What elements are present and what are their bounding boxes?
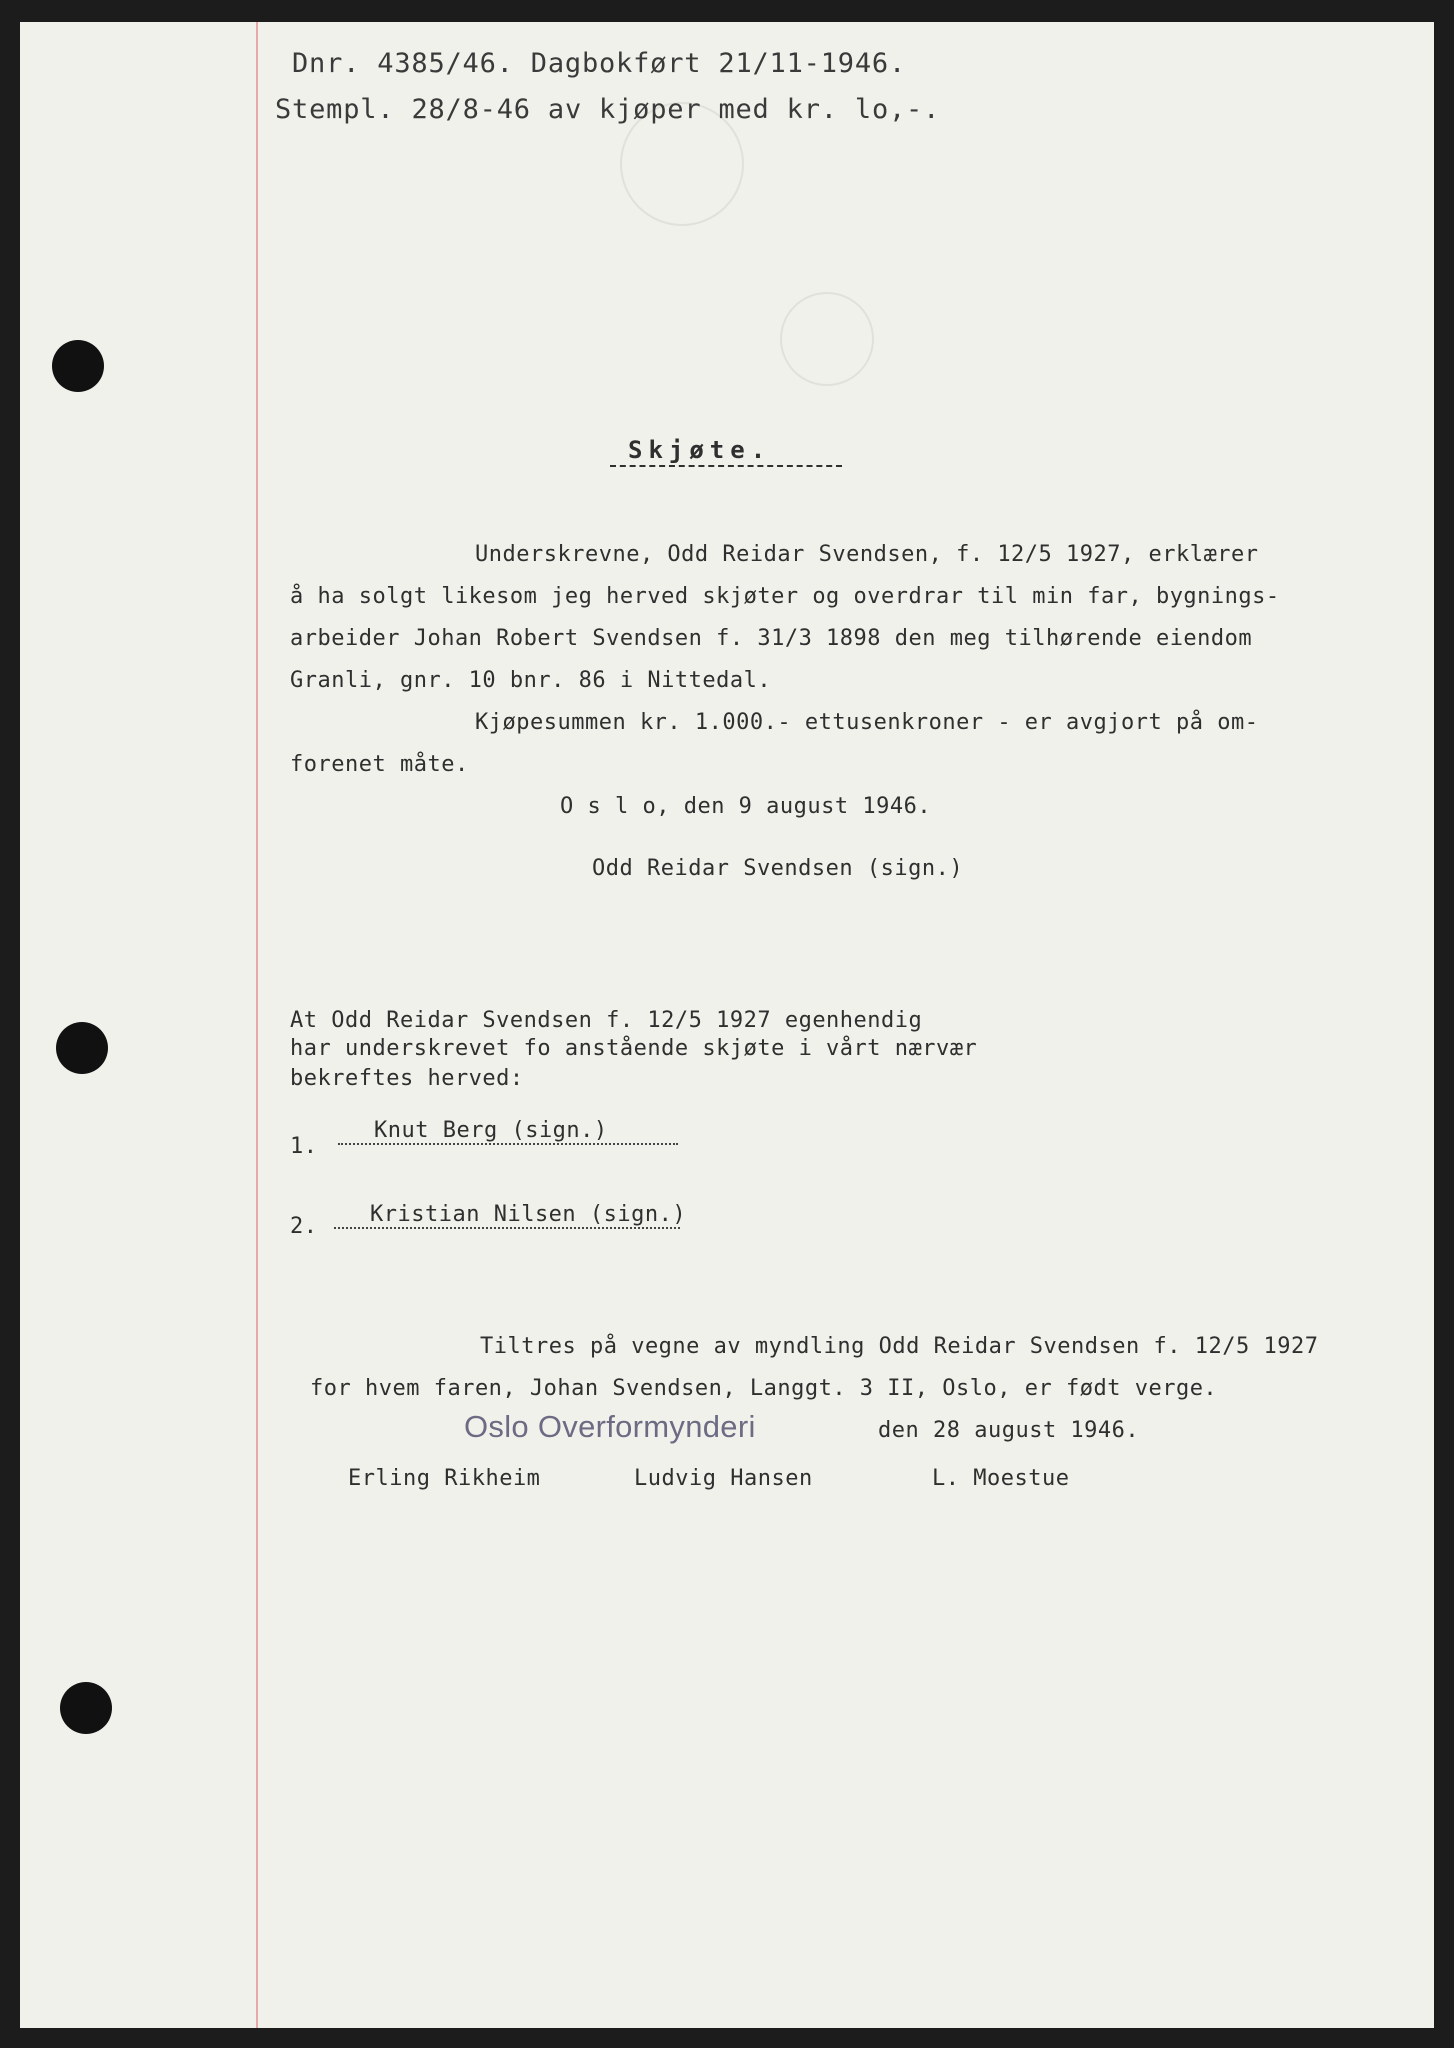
witness-signature-1: Knut Berg (sign.) xyxy=(338,1118,678,1145)
header-line-2: Stempl. 28/8-46 av kjøper med kr. lo,-. xyxy=(275,94,941,125)
witness-signature-2: Kristian Nilsen (sign.) xyxy=(334,1202,680,1229)
punch-hole xyxy=(56,1022,108,1074)
header-line-1: Dnr. 4385/46. Dagbokført 21/11-1946. xyxy=(292,48,906,79)
approver-2: Ludvig Hansen xyxy=(634,1466,813,1491)
margin-rule xyxy=(256,22,258,2028)
body-p2-line-2: forenet måte. xyxy=(290,752,469,777)
approver-1: Erling Rikheim xyxy=(348,1466,541,1491)
document-page xyxy=(20,22,1434,2028)
punch-hole xyxy=(60,1682,112,1734)
place-date: O s l o, den 9 august 1946. xyxy=(560,794,932,819)
document-title: Skjøte. xyxy=(628,436,772,464)
faint-watermark xyxy=(780,292,874,386)
witness-number-2: 2. xyxy=(290,1214,318,1239)
seller-signature: Odd Reidar Svendsen (sign.) xyxy=(592,856,964,881)
approval-date: den 28 august 1946. xyxy=(878,1418,1140,1443)
witness-line-3: bekreftes herved: xyxy=(290,1066,524,1091)
body-p1-line-4: Granli, gnr. 10 bnr. 86 i Nittedal. xyxy=(290,668,772,693)
overformynderi-stamp: Oslo Overformynderi xyxy=(464,1409,756,1444)
approval-line-1: Tiltres på vegne av myndling Odd Reidar Svendsen f. 12/5 1927 xyxy=(480,1334,1319,1359)
approval-line-2: for hvem faren, Johan Svendsen, Langgt. 3 II, Oslo, er født verge. xyxy=(310,1376,1218,1401)
punch-hole xyxy=(52,340,104,392)
witness-number-1: 1. xyxy=(290,1134,318,1159)
witness-line-2: har underskrevet fo anstående skjøte i vårt nærvær xyxy=(290,1036,978,1061)
body-p1-line-3: arbeider Johan Robert Svendsen f. 31/3 1898 den meg tilhørende eiendom xyxy=(290,626,1253,651)
body-p1-line-1: Underskrevne, Odd Reidar Svendsen, f. 12/5 1927, erklærer xyxy=(475,542,1259,567)
witness-line-1: At Odd Reidar Svendsen f. 12/5 1927 egenhendig xyxy=(290,1008,923,1033)
body-p1-line-2: å ha solgt likesom jeg herved skjøter og overdrar til min far, bygnings- xyxy=(290,584,1280,609)
title-underline xyxy=(610,465,842,467)
approver-3: L. Moestue xyxy=(932,1466,1070,1491)
body-p2-line-1: Kjøpesummen kr. 1.000.- ettusenkroner - er avgjort på om- xyxy=(475,710,1259,735)
